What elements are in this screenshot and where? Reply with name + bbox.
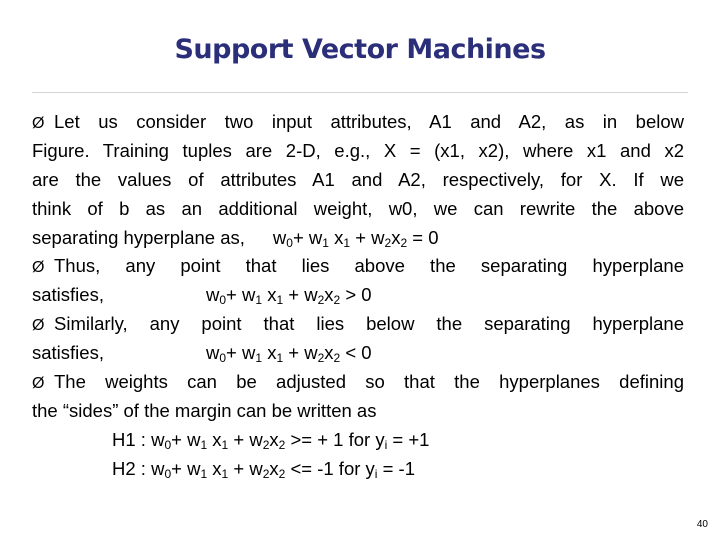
paragraph-4-line-1: Ø The weights can be adjusted so that the hyperplanes defining	[32, 368, 684, 397]
h1-equation: H1 : $w_0+ w_1$ $x_1 + w_2x_2$ >= + 1 for $y_i = +1$	[112, 428, 430, 452]
arrowhead-bullet-icon: Ø	[32, 259, 45, 277]
paragraph-1-line-3: are the values of attributes A1 and A2, respectively, for X. If we	[32, 168, 684, 190]
slide-title: Support Vector Machines	[174, 34, 546, 65]
arrowhead-bullet-icon: Ø	[32, 317, 45, 335]
paragraph-2-line-1: Ø Thus, any point that lies above the separating hyperplane	[32, 252, 684, 281]
above-hyperplane-inequality: $w_0+ w_1$ $x_1 + w_2x_2 > 0$	[205, 284, 372, 308]
paragraph-1-line-5: separating hyperplane as, $w_0+ w_1$ $x_1 + w_2x_2 = 0$	[32, 224, 684, 253]
title-divider	[32, 92, 688, 93]
arrowhead-bullet-icon: Ø	[32, 375, 45, 393]
paragraph-2-line-2: satisfies, $w_0+ w_1$ $x_1 + w_2x_2 > 0$	[32, 281, 684, 310]
page-number: 40	[696, 519, 708, 530]
hyperplane-equation: $w_0+ w_1$ $x_1 + w_2x_2 = 0$	[272, 226, 439, 250]
below-hyperplane-inequality: $w_0+ w_1$ $x_1 + w_2x_2 < 0$	[205, 342, 372, 366]
paragraph-1-line-4: think of b as an additional weight, w0, we can rewrite the above	[32, 197, 684, 219]
paragraph-1-line-2: Figure. Training tuples are 2-D, e.g., X = (x1, x2), where x1 and x2	[32, 139, 684, 161]
paragraph-3-line-2: satisfies, $w_0+ w_1$ $x_1 + w_2x_2 < 0$	[32, 339, 684, 368]
paragraph-3-line-1: Ø Similarly, any point that lies below the separating hyperplane	[32, 310, 684, 339]
h2-equation: H2 : $w_0+ w_1$ $x_1 + w_2x_2 <= -1$ for $y_i = -1$	[112, 457, 416, 481]
paragraph-4-line-2: the “sides” of the margin can be written as	[32, 399, 377, 421]
arrowhead-bullet-icon: Ø	[32, 115, 45, 132]
paragraph-1-line-1: Ø Let us consider two input attributes, A1 and A2, as in below	[32, 108, 684, 137]
slide-body	[32, 108, 684, 484]
